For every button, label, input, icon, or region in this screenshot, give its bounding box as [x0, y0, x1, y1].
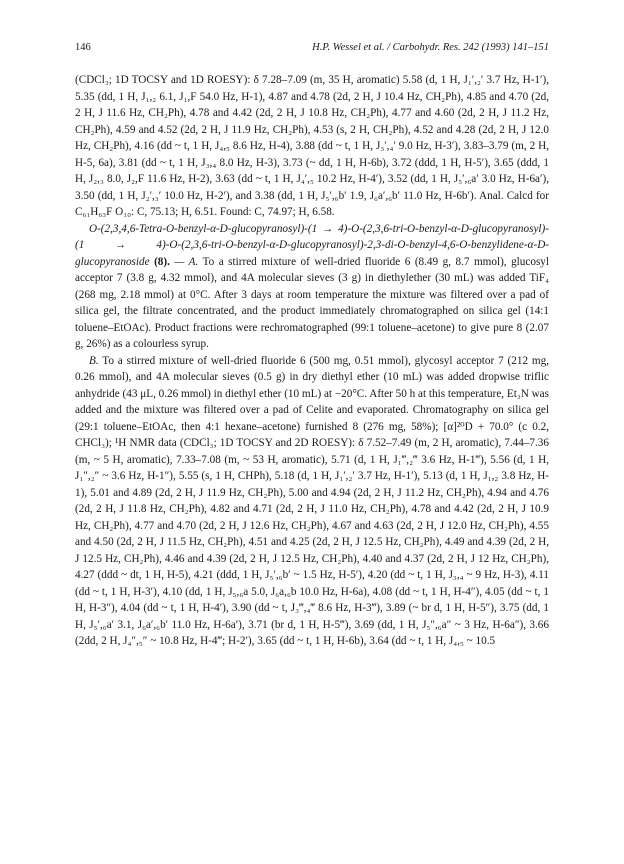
page-number: 146: [75, 42, 91, 53]
page-header: [75, 42, 549, 56]
method-a-text: To a stirred mixture of well-dried fluoride 6 (8.49 g, 8.7 mmol), glucosyl acceptor 7 (3.8 g, 4.32 mmol), and 4A molecular sieves (3 g) in diethylether (30 mL) was added TiF₄ (268 mg, 2.18 mmol) at 0°C. After 3 days at room temperature the mixture was filtered over a pad of silica gel, the filtrate concentrated, and the product immediately chromatographed on silica gel (14:1 toluene–EtOAc). Product fractions were rechromatographed (99:1 toluene–acetone) to give pure 8 (2.07 g, 26%) as a colourless syrup.: [75, 255, 549, 350]
method-b-paragraph: [75, 353, 549, 650]
method-b-text: To a stirred mixture of well-dried fluoride 6 (500 mg, 0.51 mmol), glycosyl acceptor 7 (212 mg, 0.26 mmol), and 4A molecular sieves (0.5 g) in dry diethyl ether (10 mL) was added dropwise triflic anhydride (43 μL, 0.26 mmol) in diethyl ether (10 mL) at −20°C. After 50 h at this temperature, Et₃N was added and the mixture was filtered over a pad of Celite and evaporated. Chromatography on silica gel (29:1 toluene–EtOAc, then 4:1 hexane–acetone) furnished 8 (276 mg, 58%); [α]²⁰D + 70.0° (c 0.2, CHCl₃); ¹H NMR data (CDCl₃; 1D TOCSY and 2D ROESY): δ 7.52–7.49 (m, 2 H, aromatic), 7.44–7.36 (m, ~ 5 H, aromatic), 7.33–7.08 (m, ~ 53 H, aromatic), 5.71 (d, 1 H, J₁‴,₂‴ 3.6 Hz, H-1‴), 5.56 (d, 1 H, J₁″,₂″ ~ 3.6 Hz, H-1″), 5.55 (s, 1 H, CHPh), 5.18 (d, 1 H, J₁′,₂′ 3.7 Hz, H-1′), 5.13 (d, 1 H, J₁,₂ 3.8 Hz, H-1), 5.01 and 4.89 (2d, 2 H, J 11.9 Hz, CH₂Ph), 5.00 and 4.94 (2d, 2 H, J 11.2 Hz, CH₂Ph), 4.94 and 4.76 (2d, 2 H, J 11.8 Hz, CH₂Ph), 4.82 and 4.71 (2d, 2 H, J 11.0 Hz, CH₂Ph), 4.78 and 4.42 (2d, 2 H, J 10.9 Hz, CH₂Ph), 4.77 and 4.70 (2d, 2 H, J 12.6 Hz, CH₂Ph), 4.67 and 4.63 (2d, 2 H, J 12.0 Hz, CH₂Ph), 4.55 and 4.50 (2d, 2 H, J 11.5 Hz, CH₂Ph), 4.51 and 4.25 (2d, 2 H, J 12.5 Hz, CH₂Ph), 4.49 and 4.39 (2d, 2 H, J 12.5 Hz, CH₂Ph), 4.46 and 4.39 (2d, 2 H, J 12.5 Hz, CH₂Ph), 4.40 and 4.37 (2d, 2 H, J 12 Hz, CH₂Ph), 4.27 (ddd ~ dt, 1 H, H-5), 4.21 (ddd, 1 H, J₅′,₆b′ ~ 1.5 Hz, H-5′), 4.20 (dd ~ t, 1 H, J₃,₄ ~ 9 Hz, H-3), 4.11 (dd ~ t, 1 H, H-3′), 4.10 (dd, 1 H, J₅,₆a 5.0, J₆a,₆b 10.0 Hz, H-6a), 4.08 (dd ~ t, 1 H, H-4″), 4.05 (dd ~ t, 1 H, H-3″), 4.04 (dd ~ t, 1 H, H-4′), 3.90 (dd ~ t, J₃‴,₄‴ 8.6 Hz, H-3‴), 3.89 (~ br d, 1 H, H-5″), 3.75 (dd, 1 H, J₅′,₆a′ 3.1, J₆a′,₆b′ 11.0 Hz, H-6a′), 3.71 (br d, 1 H, H-5‴), 3.69 (dd, 1 H, J₅″,₆a″ ~ 3 Hz, H-6a″), 3.66 (2dd, 2 H, J₄″,₅″ ~ 10.8 Hz, H-4‴; H-2′), 3.65 (dd ~ t, 1 H, H-6b), 3.64 (dd ~ t, 1 H, J₄,₅ ~ 10.5: [75, 354, 549, 647]
compound-title: O-(2,3,4,6-Tetra-O-benzyl-α-D-glucopyranosyl)-(1 → 4)-O-(2,3,6-tri-O-benzyl-α-D-glucopyranosyl)-(1 → 4)-O-(2,3,6-tri-O-benzyl-α-D-glucopyranosyl)-2,3-di-O-benzyl-4,6-O-benzylidene-α-D-glucopyranoside: [75, 222, 549, 268]
running-head: H.P. Wessel et al. / Carbohydr. Res. 242 (1993) 141–151: [312, 42, 549, 53]
method-a-label: — A.: [174, 255, 199, 268]
compound-paragraph: [75, 221, 549, 353]
compound-number: (8).: [154, 255, 170, 268]
method-b-label: B.: [89, 354, 99, 367]
nmr-data-paragraph: (CDCl₃; 1D TOCSY and 1D ROESY): δ 7.28–7.09 (m, 35 H, aromatic) 5.58 (d, 1 H, J₁′,₂′ 3.7 Hz, H-1′), 5.35 (dd, 1 H, J₁,₂ 6.1, J₁,F 54.0 Hz, H-1), 4.87 and 4.78 (2d, 2 H, J 10.4 Hz, CH₂Ph), 4.85 and 4.70 (2d, 2 H, J 11.6 Hz, CH₂Ph), 4.78 and 4.42 (2d, 2 H, J 10.8 Hz, CH₂Ph), 4.77 and 4.60 (2d, 2 H, J 11.2 Hz, CH₂Ph), 4.59 and 4.52 (2d, 2 H, J 11.9 Hz, CH₂Ph), 4.53 (s, 2 H, CH₂Ph), 4.52 and 4.28 (2d, 2 H, J 12.0 Hz, CH₂Ph), 4.16 (dd ~ t, 1 H, J₄,₅ 8.6 Hz, H-4), 3.88 (dd ~ t, 1 H, J₃′,₄′ 9.0 Hz, H-3′), 3.83–3.79 (m, 2 H, H-5, 6a), 3.81 (dd ~ t, 1 H, J₃,₄ 8.0 Hz, H-3), 3.73 (~ dd, 1 H, H-6b), 3.72 (ddd, 1 H, H-5′), 3.65 (ddd, 1 H, J₂,₃ 8.0, J₂,F 11.6 Hz, H-2), 3.63 (dd ~ t, 1 H, J₄′,₅ 10.2 Hz, H-4′), 3.52 (dd, 1 H, J₅′,₆a′ 3.0 Hz, H-6a′), 3.50 (dd, 1 H, J₂′,₃′ 10.0 Hz, H-2′), and 3.38 (dd, 1 H, J₅′,₆b′ 1.9, J₆a′,₆b′ 11.0 Hz, H-6b′). Anal. Calcd for C₆₁H₆₃F O₁₀: C, 75.13; H, 6.51. Found: C, 74.97; H, 6.58.: [75, 74, 549, 218]
article-body: [75, 72, 549, 650]
